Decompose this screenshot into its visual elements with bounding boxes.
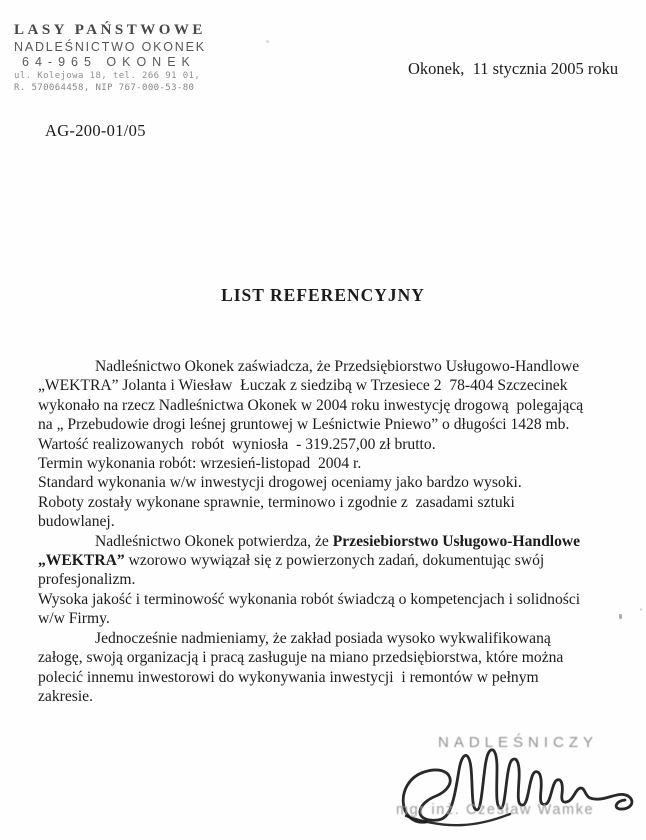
letterhead-org-name: LASY PAŃSTWOWE <box>14 22 206 38</box>
body-line: Wartość realizowanych robót wyniosła - 319.257,00 zł brutto. <box>38 435 436 453</box>
body-line: budowlanej. <box>38 513 115 531</box>
scan-speck <box>266 40 269 43</box>
scan-speck <box>640 608 642 611</box>
letterhead-regon-nip: R. 570064458, NIP 767-000-53-80 <box>14 83 195 93</box>
body-line: w/w Firmy. <box>38 610 110 628</box>
body-text-normal: Nadleśnictwo Okonek potwierdza, że <box>95 532 333 550</box>
letterhead-postal-city: 64-965 OKONEK <box>22 55 196 69</box>
body-line: wykonało na rzecz Nadleśnictwa Okonek w 2004 roku inwestycję drogową polegającą <box>38 396 584 414</box>
signature-block <box>392 726 644 838</box>
letterhead-unit-name: NADLEŚNICTWO OKONEK <box>14 40 206 54</box>
body-text-normal: wzorowo wywiązał się z powierzonych zadań, dokumentując swój <box>124 552 545 570</box>
body-line: załogę, swoją organizacją i pracą zasługuje na miano przedsiębiorstwa, które można <box>38 649 564 667</box>
letterhead-address-phone: ul. Kolejowa 18, tel. 266 91 01, <box>14 71 201 81</box>
body-line: Wysoka jakość i terminowość wykonania robót świadczą o kompetencjach i solidności <box>38 590 581 608</box>
body-line: zakresie. <box>38 687 93 705</box>
company-name-bold: „WEKTRA” <box>38 552 125 570</box>
body-line: na „ Przebudowie drogi leśnej gruntowej w Leśnictwie Pniewo” o długości 1428 mb. <box>38 416 570 434</box>
body-line: Roboty zostały wykonane sprawnie, terminowo i zgodnie z zasadami sztuki <box>38 493 515 511</box>
body-line: Jednocześnie nadmieniamy, że zakład posiada wysoko wykwalifikowaną <box>95 629 551 647</box>
body-line: profesjonalizm. <box>38 571 136 589</box>
letterhead-stamp <box>14 22 274 93</box>
body-line: polecić innemu inwestorowi do wykonywania inwestycji i remontów w pełnym <box>38 668 539 686</box>
signer-role-stamp: NADLEŚNICZY <box>438 734 599 751</box>
document-title: LIST REFERENCYJNY <box>221 285 425 305</box>
reference-number: AG-200-01/05 <box>45 121 146 140</box>
body-line: „WEKTRA” Jolanta i Wiesław Łuczak z siedzibą w Trzesiece 2 78-404 Szczecinek <box>38 377 568 395</box>
body-line <box>38 532 623 551</box>
body-line <box>38 551 623 570</box>
signature-scribble <box>392 730 644 840</box>
date-line: Okonek, 11 stycznia 2005 roku <box>408 59 619 78</box>
body-line: Termin wykonania robót: wrzesień-listopad 2004 r. <box>38 455 362 473</box>
company-name-bold: Przesiebiorstwo Usługowo-Handlowe <box>332 532 581 550</box>
scan-speck <box>619 614 622 619</box>
signer-name-stamp: mgr inż. Czesław Wamke <box>396 802 595 818</box>
body-line: Standard wykonania w/w inwestycji drogowej oceniamy jako bardzo wysoki. <box>38 474 522 492</box>
letter-body <box>38 357 623 706</box>
body-line: Nadleśnictwo Okonek zaświadcza, że Przedsiębiorstwo Usługowo-Handlowe <box>95 358 580 375</box>
